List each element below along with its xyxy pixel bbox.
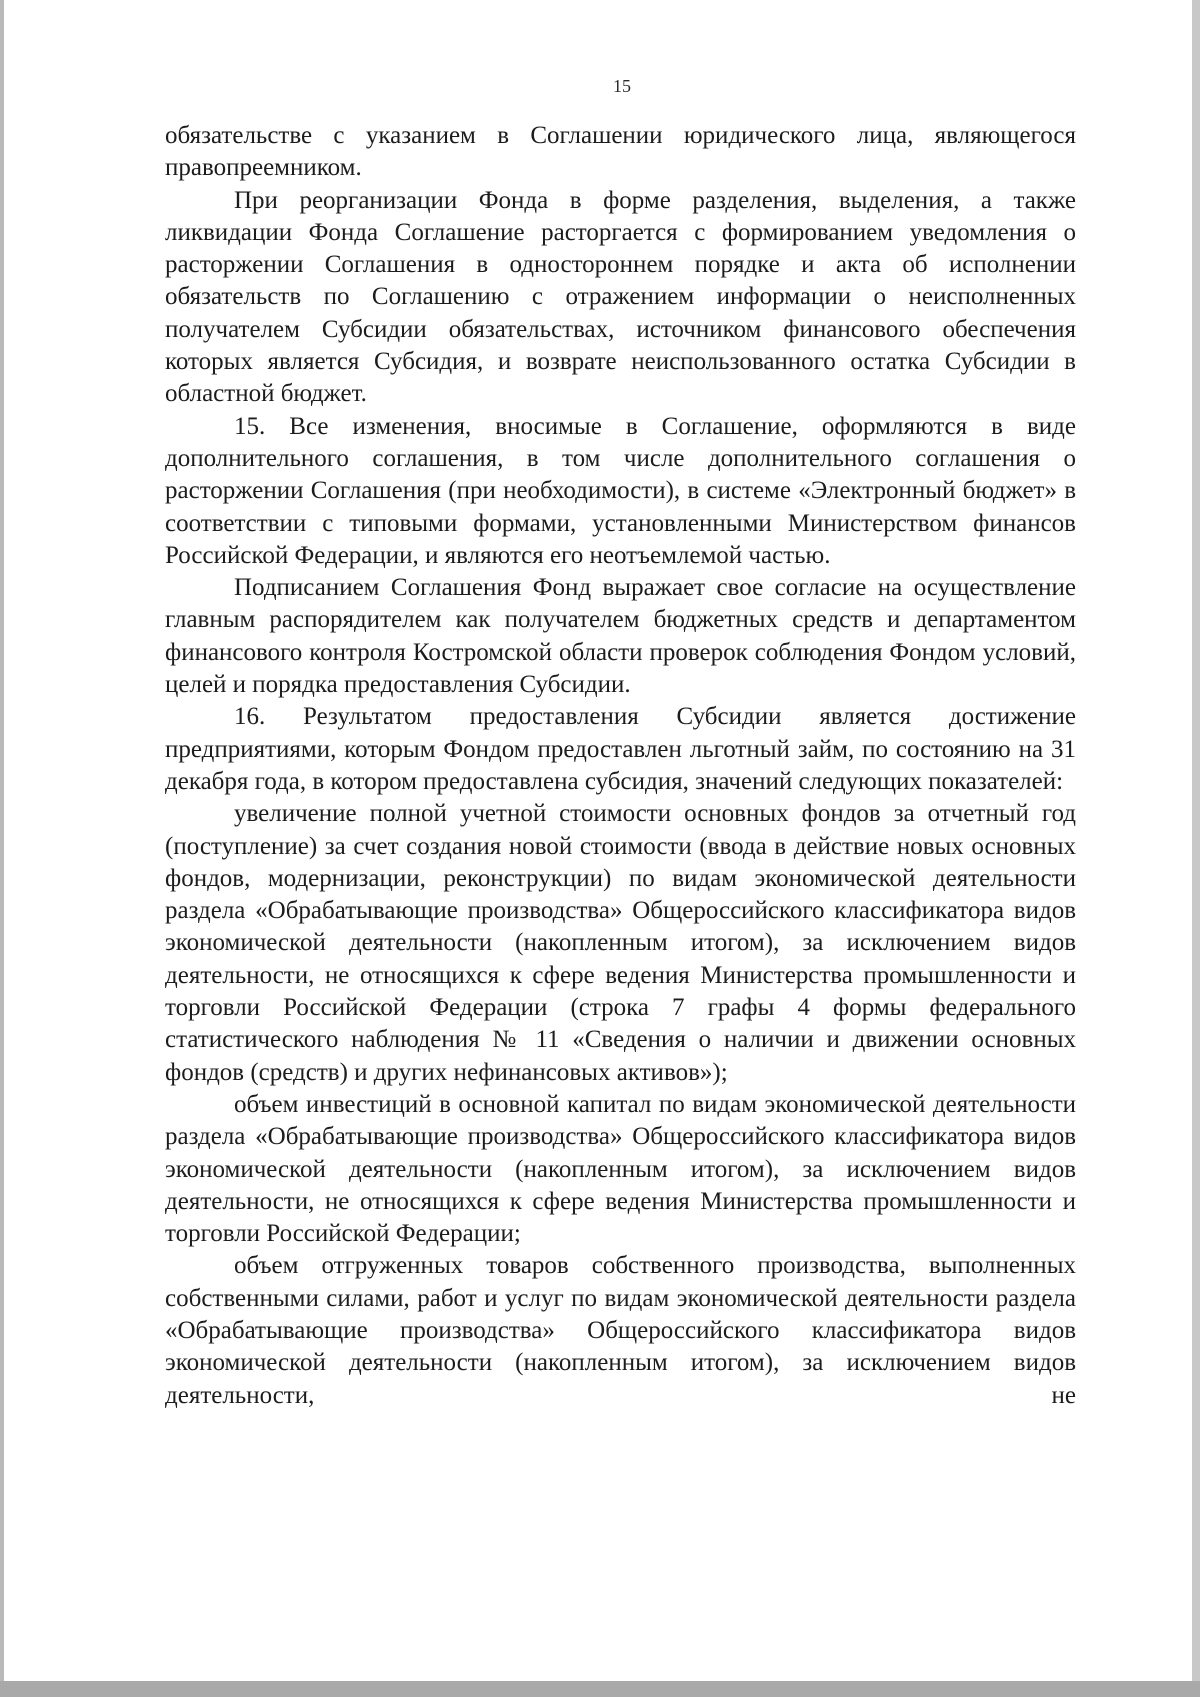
document-body xyxy=(165,120,1076,1412)
document-page xyxy=(4,0,1192,1681)
paragraph-item-16: 16. Результатом предоставления Субсидии является достижение предприятиями, которым Фондом предоставлен льготный займ, по состоянию на 31 декабря года, в котором предоставлена субсидия, значений следующих показателей: xyxy=(165,703,1076,795)
paragraph-item-15: 15. Все изменения, вносимые в Соглашение, оформляются в виде дополнительного соглашения, в том числе дополнительного соглашения о расторжении Соглашения (при необходимости), в системе «Электронный бюджет» в соответствии с типовыми формами, установленными Министерством финансов Российской Федерации, и являются его неотъемлемой частью. xyxy=(165,412,1076,569)
paragraph-reorganization: При реорганизации Фонда в форме разделения, выделения, а также ликвидации Фонда Соглашение расторгается с формированием уведомления о расторжении Соглашения в одностороннем порядке и акта об исполнении обязательств по Соглашению с отражением информации о неисполненных получателем Субсидии обязательствах, источником финансового обеспечения которых является Субсидия, и возврате неиспользованного остатка Субсидии в областной бюджет. xyxy=(165,186,1076,408)
indicator-investments: объем инвестиций в основной капитал по видам экономической деятельности раздела «Обрабатывающие производства» Общероссийского классификатора видов экономической деятельности (накопленным итогом), за исключением видов деятельности, не относящихся к сфере ведения Министерства промышленности и торговли Российской Федерации; xyxy=(165,1090,1076,1248)
indicator-shipped-goods: объем отгруженных товаров собственного производства, выполненных собственными силами, работ и услуг по видам экономической деятельности раздела «Обрабатывающие производства» Общероссийского классификатора видов экономической деятельности (накопленным итогом), за исключением видов деятельности, не xyxy=(165,1252,1076,1409)
page-number: 15 xyxy=(613,76,631,96)
paragraph-consent: Подписанием Соглашения Фонд выражает свое согласие на осуществление главным распорядителем как получателем бюджетных средств и департаментом финансового контроля Костромской области проверок соблюдения Фондом условий, целей и порядка предоставления Субсидии. xyxy=(165,574,1076,699)
scan-right-edge xyxy=(1192,0,1200,1697)
scan-bottom-edge xyxy=(0,1681,1200,1697)
paragraph-continuation: обязательстве с указанием в Соглашении юридического лица, являющегося правопреемником. xyxy=(165,122,1076,182)
indicator-fixed-assets: увеличение полной учетной стоимости основных фондов за отчетный год (поступление) за счет создания новой стоимости (ввода в действие новых основных фондов, модернизации, реконструкции) по видам экономической деятельности раздела «Обрабатывающие производства» Общероссийского классификатора видов экономической деятельности (накопленным итогом), за исключением видов деятельности, не относящихся к сфере ведения Министерства промышленности и торговли Российской Федерации (строка 7 графы 4 формы федерального статистического наблюдения № 11 «Сведения о наличии и движении основных фондов (средств) и других нефинансовых активов»); xyxy=(165,800,1076,1086)
